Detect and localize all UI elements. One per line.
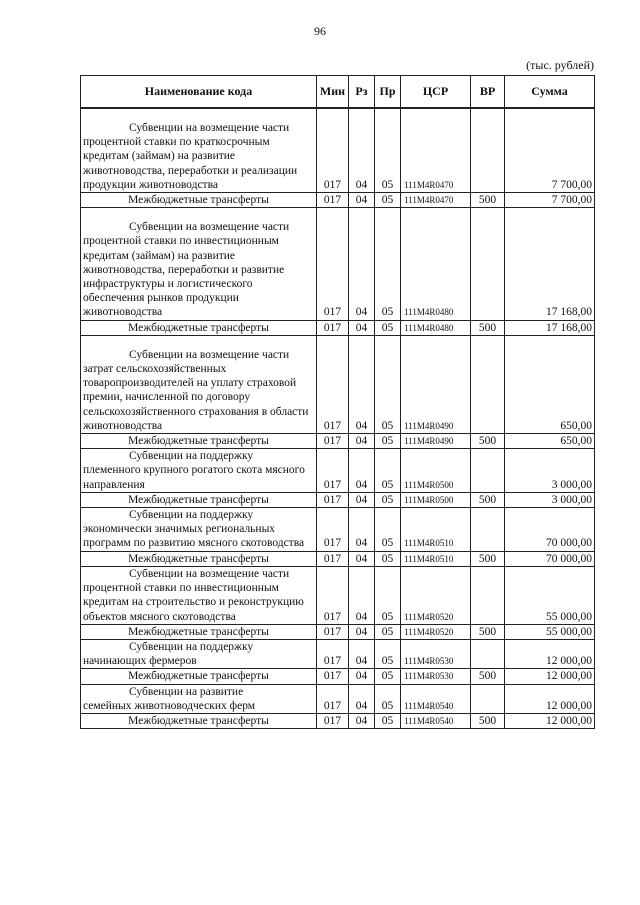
spacer-cell (505, 208, 595, 221)
cell-vr: 500 (471, 713, 505, 728)
item-name-first-line: Субвенции на возмещение части (129, 122, 290, 134)
table-row-transfer (81, 624, 595, 639)
item-name-rest: племенного крупного рогатого скота мясного направления (83, 464, 305, 491)
cell-rz: 04 (349, 508, 375, 552)
cell-rz: 04 (349, 348, 375, 434)
header-pr: Пр (375, 76, 401, 109)
cell-csr: 111M4R0530 (401, 669, 471, 684)
table-row-item (81, 684, 595, 713)
cell-csr: 111M4R0510 (401, 551, 471, 566)
cell-pr: 05 (375, 669, 401, 684)
cell-sum: 55 000,00 (505, 624, 595, 639)
cell-vr: 500 (471, 669, 505, 684)
cell-pr: 05 (375, 449, 401, 493)
cell-vr (471, 566, 505, 624)
spacer-row (81, 108, 595, 121)
cell-rz: 04 (349, 449, 375, 493)
header-csr: ЦСР (401, 76, 471, 109)
cell-csr: 111M4R0520 (401, 566, 471, 624)
spacer-row (81, 335, 595, 348)
table-row-item (81, 508, 595, 552)
transfer-name: Межбюджетные трансферты (81, 320, 317, 335)
cell-csr: 111M4R0540 (401, 713, 471, 728)
cell-min: 017 (317, 348, 349, 434)
cell-min: 017 (317, 492, 349, 507)
table-row-transfer (81, 434, 595, 449)
cell-min: 017 (317, 551, 349, 566)
spacer-cell (375, 335, 401, 348)
cell-vr (471, 639, 505, 668)
table-row-transfer (81, 320, 595, 335)
table-row-item (81, 449, 595, 493)
header-sum: Сумма (505, 76, 595, 109)
spacer-cell (505, 335, 595, 348)
cell-vr: 500 (471, 551, 505, 566)
cell-vr: 500 (471, 434, 505, 449)
transfer-name: Межбюджетные трансферты (81, 551, 317, 566)
cell-sum: 7 700,00 (505, 121, 595, 193)
item-name-rest: семейных животноводческих ферм (83, 699, 256, 712)
cell-csr: 111M4R0490 (401, 434, 471, 449)
item-name-rest: процентной ставки по инвестиционным кредитам (займам) на развитие животноводства, переработки и развитие инфраструктуры и логистического обеспечения рынков продукции животноводства (83, 235, 285, 319)
cell-min: 017 (317, 320, 349, 335)
cell-sum: 12 000,00 (505, 669, 595, 684)
cell-csr: 111M4R0510 (401, 508, 471, 552)
table-row-item (81, 220, 595, 320)
cell-pr: 05 (375, 624, 401, 639)
cell-rz: 04 (349, 434, 375, 449)
budget-table (80, 75, 595, 729)
item-name (81, 220, 317, 320)
item-name-first-line: Субвенции на поддержку (129, 640, 254, 653)
item-name-first-line: Субвенции на развитие (129, 685, 244, 698)
header-vr: ВР (471, 76, 505, 109)
cell-csr: 111M4R0500 (401, 492, 471, 507)
cell-csr: 111M4R0540 (401, 684, 471, 713)
transfer-name: Межбюджетные трансферты (81, 434, 317, 449)
cell-csr: 111M4R0470 (401, 193, 471, 208)
spacer-cell (349, 208, 375, 221)
cell-min: 017 (317, 639, 349, 668)
transfer-name: Межбюджетные трансферты (81, 669, 317, 684)
cell-sum: 55 000,00 (505, 566, 595, 624)
cell-pr: 05 (375, 508, 401, 552)
cell-min: 017 (317, 121, 349, 193)
cell-min: 017 (317, 669, 349, 684)
cell-sum: 3 000,00 (505, 492, 595, 507)
spacer-cell (401, 208, 471, 221)
cell-pr: 05 (375, 684, 401, 713)
cell-rz: 04 (349, 492, 375, 507)
spacer-cell (471, 335, 505, 348)
cell-sum: 70 000,00 (505, 551, 595, 566)
cell-rz: 04 (349, 566, 375, 624)
cell-rz: 04 (349, 320, 375, 335)
cell-min: 017 (317, 624, 349, 639)
cell-rz: 04 (349, 551, 375, 566)
table-header (81, 76, 595, 109)
cell-csr: 111M4R0480 (401, 320, 471, 335)
table-row-item (81, 639, 595, 668)
cell-pr: 05 (375, 566, 401, 624)
cell-pr: 05 (375, 713, 401, 728)
units-label: (тыс. рублей) (526, 58, 594, 72)
spacer-cell (505, 108, 595, 121)
header-name: Наименование кода (81, 76, 317, 109)
cell-sum: 12 000,00 (505, 684, 595, 713)
header-rz: Рз (349, 76, 375, 109)
spacer-cell (375, 108, 401, 121)
spacer-cell (401, 108, 471, 121)
item-name (81, 449, 317, 493)
cell-sum: 12 000,00 (505, 639, 595, 668)
cell-rz: 04 (349, 220, 375, 320)
cell-min: 017 (317, 508, 349, 552)
cell-pr: 05 (375, 639, 401, 668)
cell-pr: 05 (375, 121, 401, 193)
cell-pr: 05 (375, 434, 401, 449)
cell-pr: 05 (375, 551, 401, 566)
transfer-name: Межбюджетные трансферты (81, 492, 317, 507)
spacer-row (81, 208, 595, 221)
table-row-item (81, 348, 595, 434)
table-row-transfer (81, 713, 595, 728)
item-name (81, 684, 317, 713)
cell-rz: 04 (349, 713, 375, 728)
spacer-cell (349, 335, 375, 348)
item-name (81, 639, 317, 668)
table-row-transfer (81, 669, 595, 684)
spacer-cell (81, 335, 317, 348)
cell-min: 017 (317, 193, 349, 208)
item-name (81, 121, 317, 193)
cell-min: 017 (317, 713, 349, 728)
item-name (81, 566, 317, 624)
cell-pr: 05 (375, 492, 401, 507)
cell-pr: 05 (375, 320, 401, 335)
transfer-name: Межбюджетные трансферты (81, 624, 317, 639)
item-name-rest: начинающих фермеров (83, 655, 197, 668)
cell-rz: 04 (349, 639, 375, 668)
transfer-name: Межбюджетные трансферты (81, 193, 317, 208)
cell-sum: 70 000,00 (505, 508, 595, 552)
cell-min: 017 (317, 449, 349, 493)
item-name (81, 508, 317, 552)
cell-rz: 04 (349, 624, 375, 639)
cell-min: 017 (317, 220, 349, 320)
cell-vr (471, 508, 505, 552)
transfer-name: Межбюджетные трансферты (81, 713, 317, 728)
item-name-rest: затрат сельскохозяйственных товаропроизводителей на уплату страховой премии, начисленной по договору сельскохозяйственного страхования в области животноводства (83, 363, 309, 432)
spacer-cell (349, 108, 375, 121)
spacer-cell (471, 108, 505, 121)
cell-vr (471, 684, 505, 713)
cell-rz: 04 (349, 669, 375, 684)
item-name-first-line: Субвенции на поддержку (129, 509, 254, 522)
cell-pr: 05 (375, 348, 401, 434)
spacer-cell (81, 208, 317, 221)
table-row-transfer (81, 193, 595, 208)
spacer-cell (375, 208, 401, 221)
table-row-transfer (81, 492, 595, 507)
cell-csr: 111M4R0490 (401, 348, 471, 434)
cell-sum: 650,00 (505, 434, 595, 449)
cell-vr (471, 449, 505, 493)
item-name-first-line: Субвенции на возмещение части (129, 348, 290, 361)
cell-csr: 111M4R0530 (401, 639, 471, 668)
spacer-cell (471, 208, 505, 221)
table-body (81, 108, 595, 729)
item-name-rest: процентной ставки по краткосрочным кредитам (займам) на развитие животноводства, переработки и реализации продукции животноводства (83, 136, 298, 191)
cell-pr: 05 (375, 220, 401, 320)
cell-min: 017 (317, 434, 349, 449)
cell-sum: 17 168,00 (505, 320, 595, 335)
spacer-cell (81, 108, 317, 121)
cell-vr (471, 220, 505, 320)
cell-sum: 650,00 (505, 348, 595, 434)
spacer-cell (317, 108, 349, 121)
cell-sum: 3 000,00 (505, 449, 595, 493)
item-name (81, 348, 317, 434)
item-name-rest: процентной ставки по инвестиционным кредитам на строительство и реконструкцию объектов мясного скотоводства (83, 582, 304, 623)
cell-vr (471, 348, 505, 434)
cell-min: 017 (317, 566, 349, 624)
header-min: Мин (317, 76, 349, 109)
cell-pr: 05 (375, 193, 401, 208)
spacer-cell (401, 335, 471, 348)
item-name-first-line: Субвенции на возмещение части (129, 567, 290, 580)
cell-sum: 12 000,00 (505, 713, 595, 728)
cell-vr: 500 (471, 492, 505, 507)
cell-csr: 111M4R0470 (401, 121, 471, 193)
cell-csr: 111M4R0500 (401, 449, 471, 493)
cell-vr: 500 (471, 624, 505, 639)
cell-rz: 04 (349, 684, 375, 713)
cell-rz: 04 (349, 121, 375, 193)
cell-vr: 500 (471, 193, 505, 208)
cell-csr: 111M4R0480 (401, 220, 471, 320)
spacer-cell (317, 335, 349, 348)
item-name-rest: экономически значимых региональных программ по развитию мясного скотоводства (83, 523, 305, 550)
cell-vr (471, 121, 505, 193)
cell-sum: 7 700,00 (505, 193, 595, 208)
item-name-first-line: Субвенции на возмещение части (129, 221, 290, 234)
cell-min: 017 (317, 684, 349, 713)
item-name-first-line: Субвенции на поддержку (129, 450, 254, 463)
cell-sum: 17 168,00 (505, 220, 595, 320)
spacer-cell (317, 208, 349, 221)
cell-vr: 500 (471, 320, 505, 335)
table-row-item (81, 566, 595, 624)
table-row-item (81, 121, 595, 193)
cell-csr: 111M4R0520 (401, 624, 471, 639)
cell-rz: 04 (349, 193, 375, 208)
table-row-transfer (81, 551, 595, 566)
page-number: 96 (314, 24, 326, 38)
